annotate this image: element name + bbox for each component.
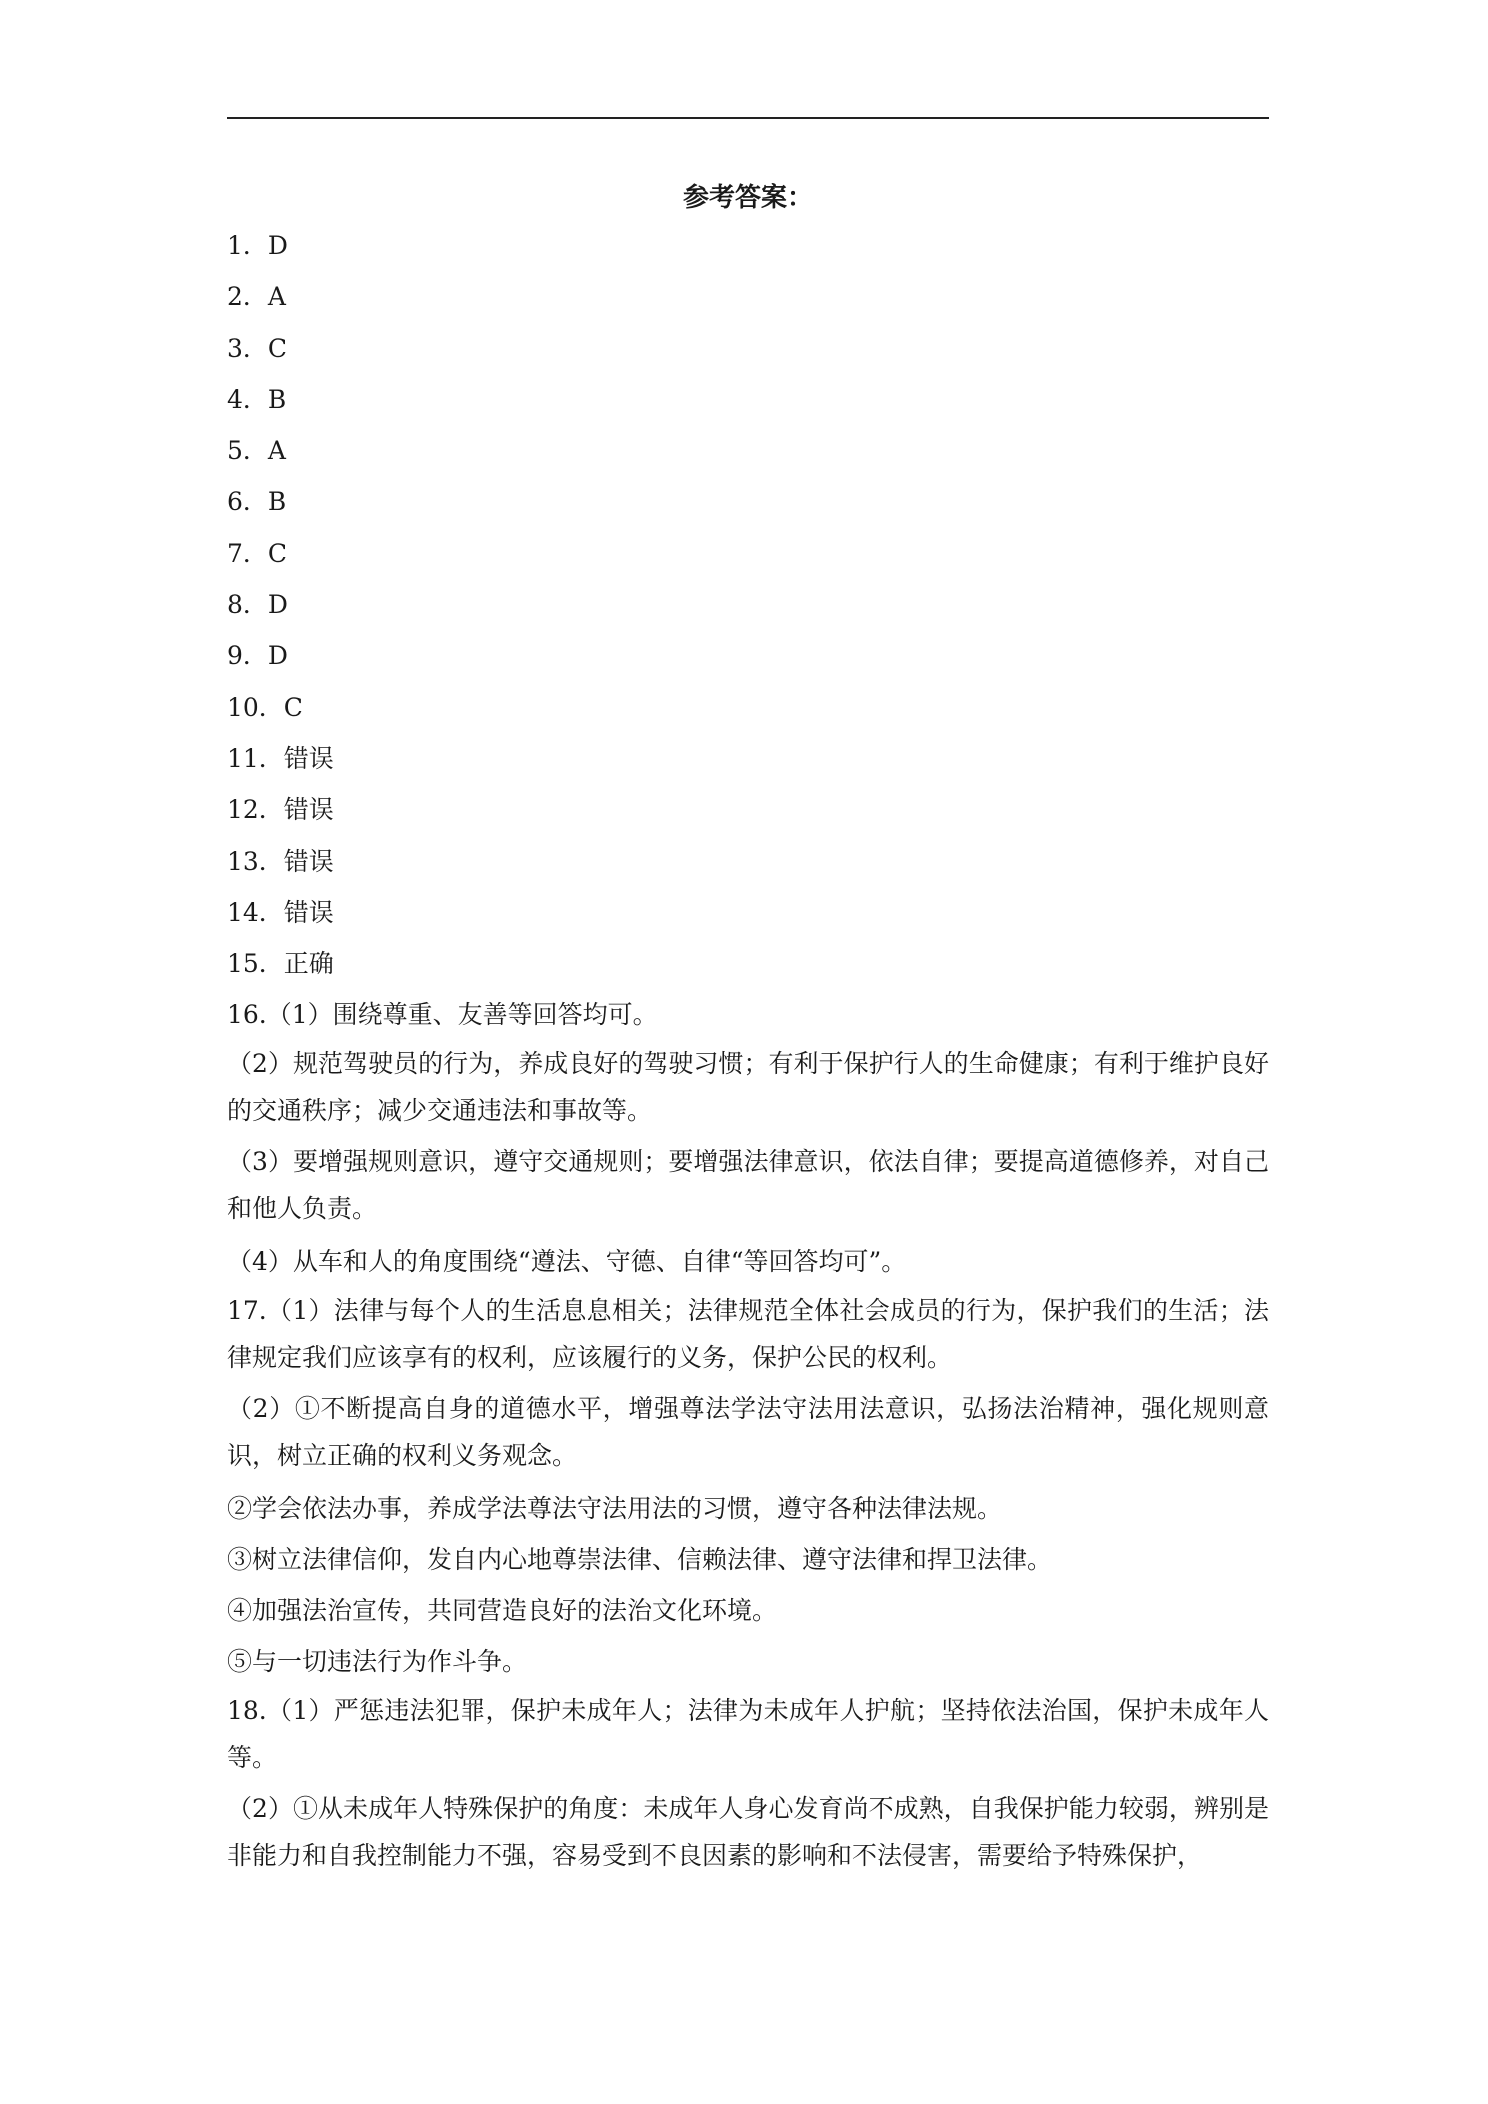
answer-item: 2．A — [227, 282, 286, 312]
answer-item: 8．D — [227, 590, 288, 620]
answer-item: 15．正确 — [227, 949, 334, 979]
answer-item: 4．B — [227, 384, 287, 414]
answer-key — [227, 178, 1269, 1883]
page-title: 参考答案： — [682, 183, 813, 213]
q18-part-2: （2）①从未成年人特殊保护的角度：未成年人身心发育尚不成熟，自我保护能力较弱，辨别是非能力和自我控制能力不强，容易受到不良因素的影响和不法侵害，需要给予特殊保护， — [227, 1794, 1269, 1871]
answer-item: 3．C — [227, 333, 288, 363]
q17-part-1: 17.（1）法律与每个人的生活息息相关；法律规范全体社会成员的行为，保护我们的生活；法律规定我们应该享有的权利，应该履行的义务，保护公民的权利。 — [227, 1296, 1269, 1373]
answer-item: 6．B — [227, 487, 287, 517]
question-18-answer — [227, 1687, 1269, 1879]
q17-point-2: ②学会依法办事，养成学法尊法守法用法的习惯，遵守各种法律法规。 — [227, 1494, 1003, 1524]
question-17-answer — [227, 1287, 1269, 1687]
q17-part-2: （2）①不断提高自身的道德水平，增强尊法学法守法用法意识，弘扬法治精神，强化规则意识，树立正确的权利义务观念。 — [227, 1394, 1269, 1471]
answer-item: 14．错误 — [227, 897, 334, 927]
q17-point-5: ⑤与一切违法行为作斗争。 — [227, 1647, 528, 1677]
q17-point-3: ③树立法律信仰，发自内心地尊崇法律、信赖法律、遵守法律和捍卫法律。 — [227, 1545, 1053, 1575]
answer-item: 9．D — [227, 641, 288, 671]
answer-item: 1．D — [227, 231, 288, 260]
answer-item: 5．A — [227, 436, 286, 466]
answer-item: 7．C — [227, 538, 288, 568]
answer-list — [227, 220, 1269, 989]
answer-item: 12．错误 — [227, 795, 334, 825]
answer-item: 10．C — [227, 692, 303, 722]
header-rule — [227, 117, 1269, 119]
answer-item: 11．错误 — [227, 743, 334, 773]
q16-part-3: （3）要增强规则意识，遵守交通规则；要增强法律意识，依法自律；要提高道德修养，对自己和他人负责。 — [227, 1147, 1269, 1224]
q16-part-1: 16.（1）围绕尊重、友善等回答均可。 — [227, 1000, 658, 1030]
q18-part-1: 18.（1）严惩违法犯罪，保护未成年人；法律为未成年人护航；坚持依法治国，保护未成年人等。 — [227, 1696, 1269, 1773]
q16-part-4: （4）从车和人的角度围绕“遵法、守德、自律“等回答均可”。 — [227, 1247, 907, 1277]
q17-point-4: ④加强法治宣传，共同营造良好的法治文化环境。 — [227, 1596, 778, 1626]
q16-part-2: （2）规范驾驶员的行为，养成良好的驾驶习惯；有利于保护行人的生命健康；有利于维护良好的交通秩序；减少交通违法和事故等。 — [227, 1049, 1269, 1126]
answer-item: 13．错误 — [227, 846, 334, 876]
question-16-answer — [227, 989, 1269, 1287]
